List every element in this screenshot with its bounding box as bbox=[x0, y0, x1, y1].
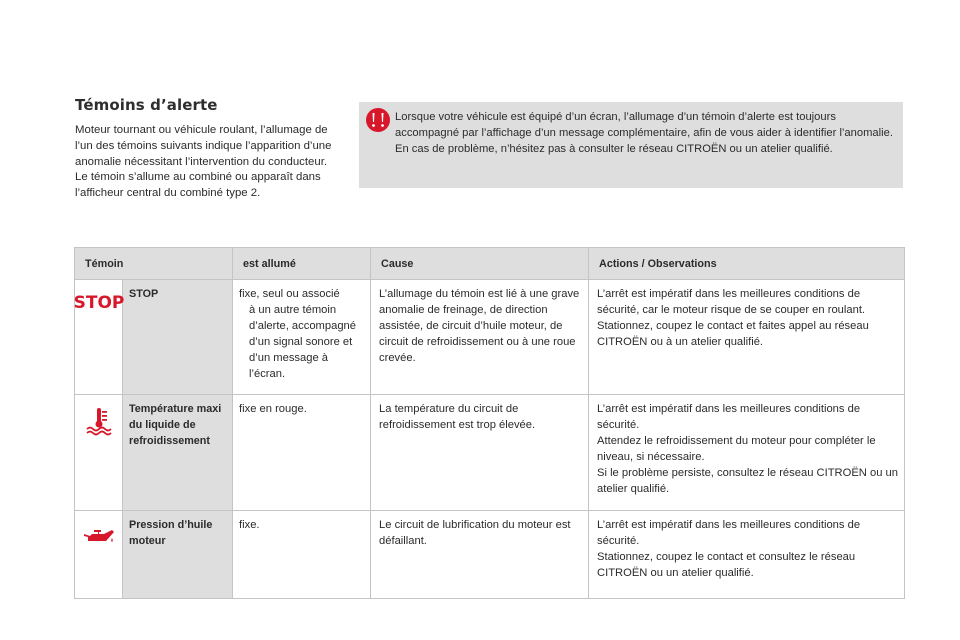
row-name: Pression d’huile moteur bbox=[123, 511, 233, 599]
stop-icon-text: STOP bbox=[73, 293, 124, 313]
action-line: Stationnez, coupez le contact et faites appel au réseau CITROËN ou à un atelier qualifié. bbox=[597, 320, 869, 348]
row-lit bbox=[233, 511, 371, 599]
header-temoin: Témoin bbox=[75, 248, 233, 280]
intro-text bbox=[75, 123, 345, 202]
row-lit-first: fixe en rouge. bbox=[239, 403, 307, 415]
header-cause: Cause bbox=[371, 248, 589, 280]
row-cause: La température du circuit de refroidissement est trop élevée. bbox=[371, 395, 589, 511]
action-line: L’arrêt est impératif dans les meilleures conditions de sécurité. bbox=[597, 519, 861, 547]
icon-cell bbox=[75, 280, 123, 395]
header-est-allume: est allumé bbox=[233, 248, 371, 280]
notice-line: Lorsque votre véhicule est équipé d’un écran, l’allumage d’un témoin d’alerte est toujours accompagné par l’affichage d’un message complémentaire, afin de vous aider à identifier l’anomalie. bbox=[395, 111, 893, 139]
warning-lights-table bbox=[74, 247, 905, 599]
row-actions bbox=[589, 511, 905, 599]
row-cause: Le circuit de lubrification du moteur est défaillant. bbox=[371, 511, 589, 599]
row-lit-first: fixe, seul ou associé bbox=[239, 288, 340, 300]
intro-paragraph: Le témoin s’allume au combiné ou apparaît dans l’afficheur central du combiné type 2. bbox=[75, 171, 321, 200]
intro-paragraph: Moteur tournant ou véhicule roulant, l’allumage de l’un des témoins suivants indique l’apparition d’une anomalie nécessitant l’intervention du conducteur. bbox=[75, 124, 332, 168]
table-row bbox=[75, 511, 905, 599]
page-title: Témoins d’alerte bbox=[75, 96, 218, 114]
header-actions: Actions / Observations bbox=[589, 248, 905, 280]
notice-line: En cas de problème, n’hésitez pas à consulter le réseau CITROËN ou un atelier qualifié. bbox=[395, 143, 833, 155]
action-line: L’arrêt est impératif dans les meilleures conditions de sécurité, car le moteur risque de se couper en roulant. bbox=[597, 288, 866, 316]
notice-text bbox=[395, 109, 895, 157]
row-name: STOP bbox=[123, 280, 233, 395]
table-row bbox=[75, 395, 905, 511]
row-lit bbox=[233, 395, 371, 511]
oil-pressure-icon bbox=[82, 527, 116, 547]
row-cause: L’allumage du témoin est lié à une grave anomalie de freinage, de direction assistée, de circuit d’huile moteur, de circuit de refroidissement ou à une roue crevée. bbox=[371, 280, 589, 395]
action-line: Si le problème persiste, consultez le réseau CITROËN ou un atelier qualifié. bbox=[597, 467, 898, 495]
icon-cell bbox=[75, 511, 123, 599]
row-actions bbox=[589, 280, 905, 395]
table-row bbox=[75, 280, 905, 395]
table-header-row bbox=[75, 248, 905, 280]
icon-cell bbox=[75, 395, 123, 511]
action-line: Stationnez, coupez le contact et consultez le réseau CITROËN ou un atelier qualifié. bbox=[597, 551, 856, 579]
row-lit bbox=[233, 280, 371, 395]
notice-box bbox=[359, 102, 903, 188]
coolant-temperature-icon bbox=[84, 405, 114, 435]
action-line: Attendez le refroidissement du moteur pour compléter le niveau, si nécessaire. bbox=[597, 435, 876, 463]
row-actions bbox=[589, 395, 905, 511]
stop-warning-icon bbox=[73, 288, 124, 314]
row-lit-first: fixe. bbox=[239, 519, 260, 531]
row-lit-rest: à un autre témoin d’alerte, accompagné d’un signal sonore et d’un message à l’écran. bbox=[249, 304, 356, 380]
warning-exclamation-icon bbox=[365, 107, 391, 133]
action-line: L’arrêt est impératif dans les meilleures conditions de sécurité. bbox=[597, 403, 861, 431]
row-name: Température maxi du liquide de refroidissement bbox=[123, 395, 233, 511]
